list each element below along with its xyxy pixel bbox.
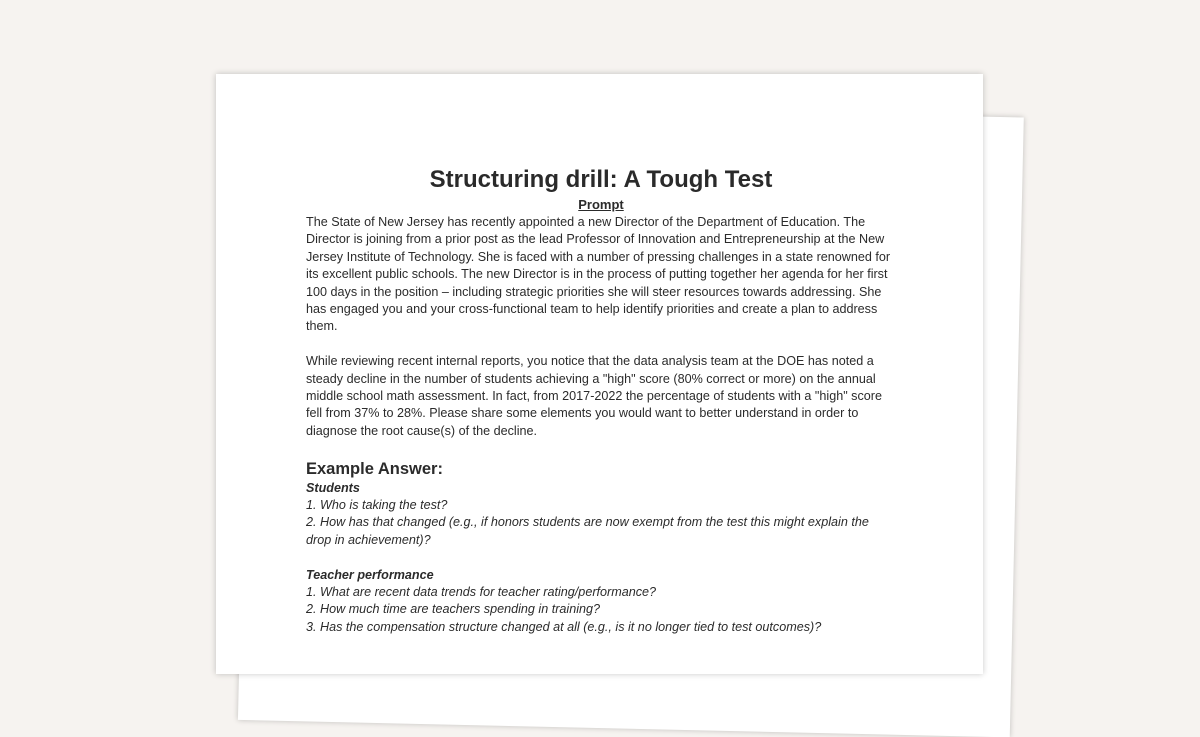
prompt-paragraph: While reviewing recent internal reports, you notice that the data analysis team at the DOE has noted a steady decline in the number of students achieving a "high" score (80% correct or more) on the annual middle school math assessment. In fact, from 2017-2022 the percentage of students with a "high" score fell from 37% to 28%. Please share some elements you would want to better understand in order to diagnose the root cause(s) of the decline.	[306, 354, 882, 438]
answer-section-students	[306, 480, 896, 550]
spacer	[306, 549, 896, 566]
answer-section-teacher-performance	[306, 567, 896, 637]
question-item: 2. How has that changed (e.g., if honors students are now exempt from the test this might explain the drop in achievement)?	[306, 515, 869, 547]
section-heading: Students	[306, 480, 360, 495]
prompt-paragraph: The State of New Jersey has recently appointed a new Director of the Department of Education. The Director is joining from a prior post as the lead Professor of Innovation and Entrepreneurship at the New Jersey Institute of Technology. She is faced with a number of pressing challenges in a state renowned for its excellent public schools. The new Director is in the process of putting together her agenda for her first 100 days in the position – including strategic priorities she will steer resources towards addressing. She has engaged you and your cross-functional team to help identify priorities and create a plan to address them.	[306, 215, 891, 334]
document-title: Structuring drill: A Tough Test	[429, 166, 773, 193]
example-answer-heading: Example Answer:	[306, 459, 443, 478]
question-item: 2. How much time are teachers spending in training?	[306, 602, 601, 617]
document-content	[306, 164, 896, 636]
section-heading: Teacher performance	[306, 567, 434, 582]
document-page	[216, 74, 983, 674]
prompt-label: Prompt	[578, 197, 624, 212]
question-item: 1. What are recent data trends for teacher rating/performance?	[306, 585, 657, 600]
question-item: 1. Who is taking the test?	[306, 498, 448, 513]
question-item: 3. Has the compensation structure changed at all (e.g., is it no longer tied to test outcomes)?	[306, 619, 822, 634]
